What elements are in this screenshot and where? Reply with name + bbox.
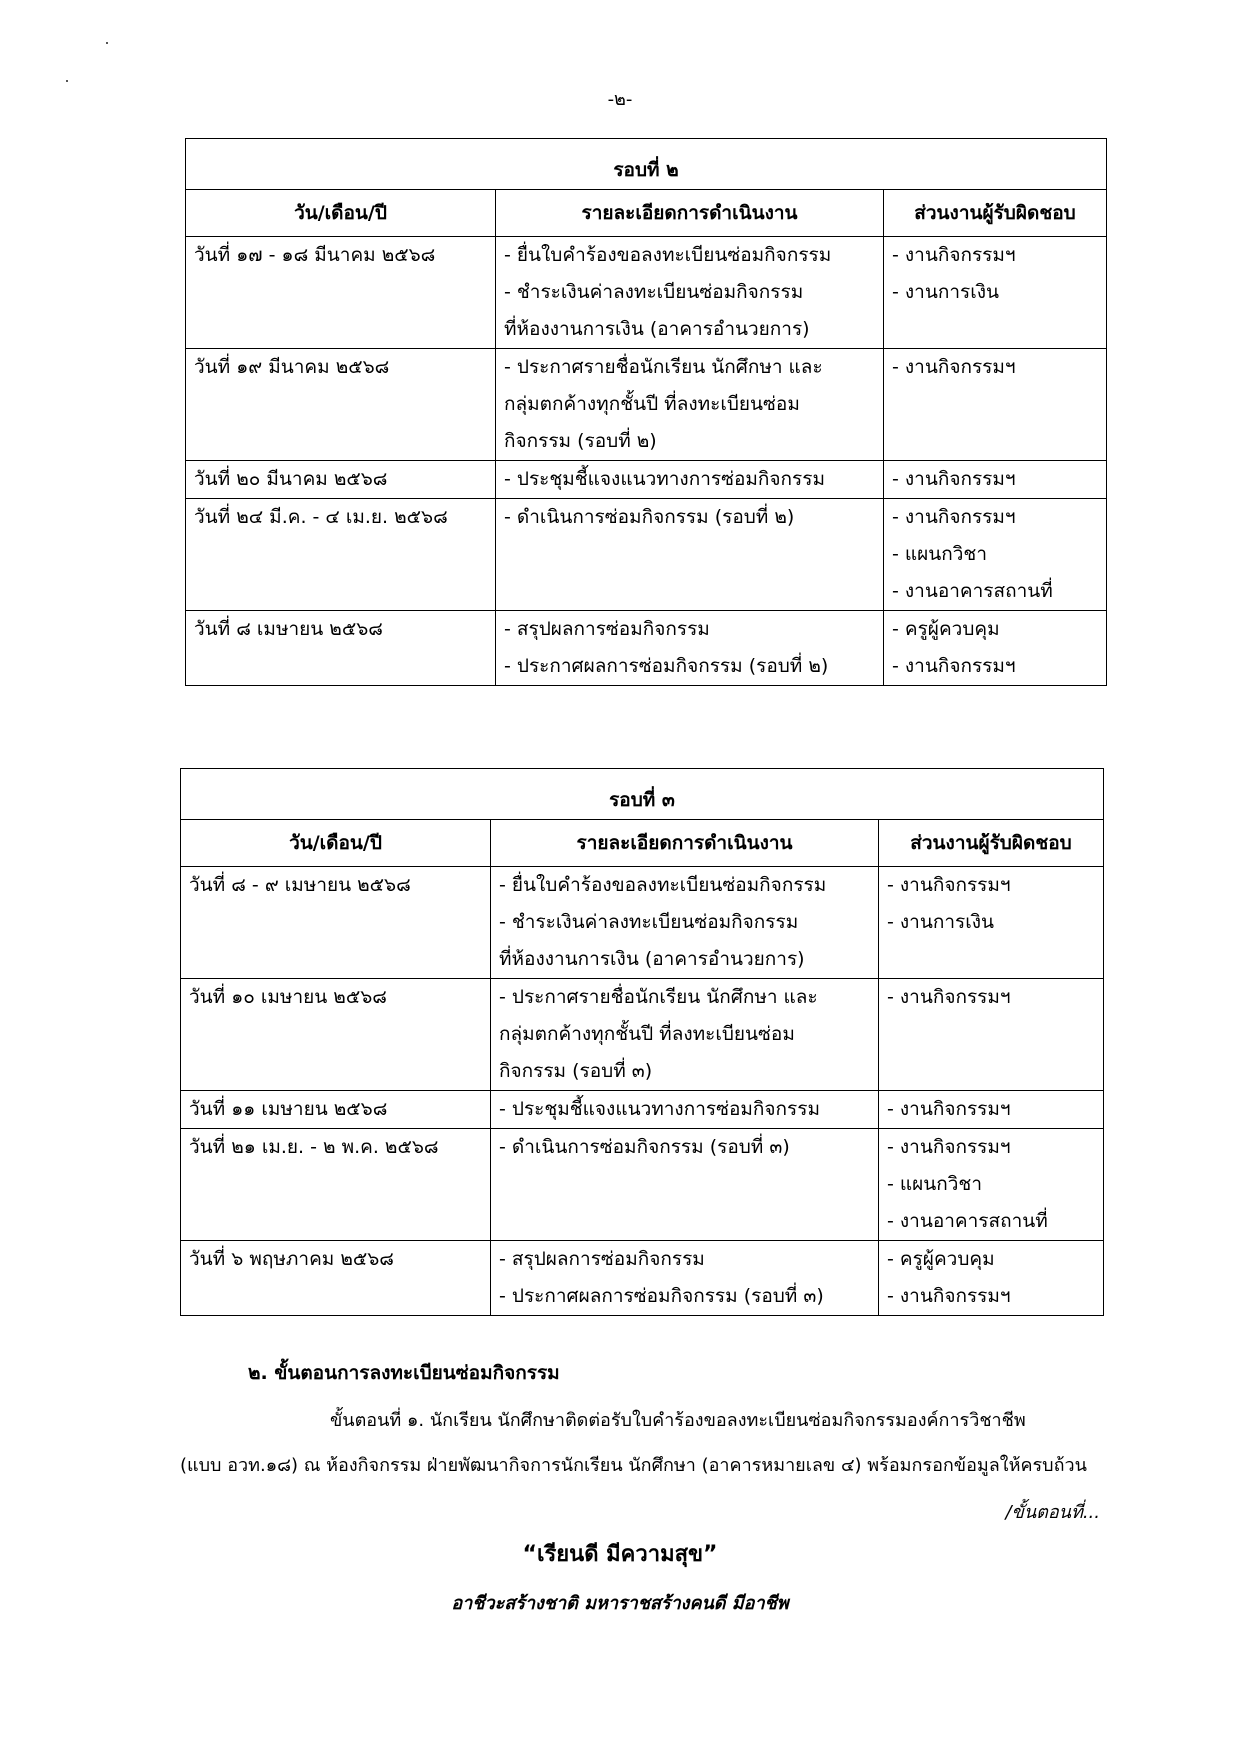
date-cell	[181, 867, 491, 979]
responsible-cell	[879, 1129, 1104, 1241]
date-cell	[186, 461, 496, 499]
cell-line: - ครูผู้ควบคุม	[887, 1248, 995, 1270]
table-row	[181, 1241, 1104, 1316]
date-cell	[181, 979, 491, 1091]
responsible-cell	[884, 499, 1107, 611]
table-body	[186, 237, 1107, 686]
cell-line: กลุ่มตกค้างทุกชั้นปี ที่ลงทะเบียนซ่อม	[499, 1023, 795, 1045]
cell-line: กิจกรรม (รอบที่ ๒)	[504, 430, 657, 452]
column-header-details: รายละเอียดการดำเนินงาน	[496, 190, 884, 237]
cell-line: - ประกาศผลการซ่อมกิจกรรม (รอบที่ ๒)	[504, 655, 829, 677]
cell-line: วันที่ ๒๔ มี.ค. - ๔ เม.ย. ๒๕๖๘	[194, 506, 448, 528]
table-row	[181, 1091, 1104, 1129]
table-row	[186, 349, 1107, 461]
cell-line: - งานอาคารสถานที่	[887, 1210, 1048, 1232]
cell-line: วันที่ ๑๐ เมษายน ๒๕๖๘	[189, 986, 387, 1008]
cell-line: - ยื่นใบคำร้องขอลงทะเบียนซ่อมกิจกรรม	[504, 244, 832, 266]
table-title: รอบที่ ๓	[181, 769, 1104, 820]
responsible-cell	[884, 349, 1107, 461]
cell-line: - ชำระเงินค่าลงทะเบียนซ่อมกิจกรรม	[504, 281, 804, 303]
cell-line: ที่ห้องงานการเงิน (อาคารอำนวยการ)	[499, 948, 805, 970]
paragraph-line: ขั้นตอนที่ ๑. นักเรียน นักศึกษาติดต่อรับใบคำร้องขอลงทะเบียนซ่อมกิจกรรมองค์การวิชาชีพ	[330, 1410, 1026, 1431]
cell-line: - งานกิจกรรมฯ	[892, 356, 1016, 378]
column-header-responsible: ส่วนงานผู้รับผิดชอบ	[879, 820, 1104, 867]
details-cell	[491, 979, 879, 1091]
slogan: อาชีวะสร้างชาติ มหาราชสร้างคนดี มีอาชีพ	[451, 1593, 789, 1614]
cell-line: วันที่ ๒๐ มีนาคม ๒๕๖๘	[194, 468, 388, 490]
details-cell	[491, 1091, 879, 1129]
cell-line: - ประชุมชี้แจงแนวทางการซ่อมกิจกรรม	[504, 468, 825, 490]
date-cell	[181, 1241, 491, 1316]
cell-line: วันที่ ๑๑ เมษายน ๒๕๖๘	[189, 1098, 388, 1120]
cell-line: - งานกิจกรรมฯ	[887, 1285, 1011, 1307]
continuation-note: /ขั้นตอนที่...	[1005, 1502, 1100, 1523]
cell-line: - งานกิจกรรมฯ	[887, 874, 1011, 896]
cell-line: - ประชุมชี้แจงแนวทางการซ่อมกิจกรรม	[499, 1098, 820, 1120]
schedule-table-round-3	[180, 768, 1104, 1316]
cell-line: - งานการเงิน	[892, 281, 999, 303]
table-row	[181, 867, 1104, 979]
table-row	[186, 499, 1107, 611]
table-title: รอบที่ ๒	[186, 139, 1107, 190]
details-cell	[491, 1129, 879, 1241]
details-cell	[496, 611, 884, 686]
cell-line: - ประกาศผลการซ่อมกิจกรรม (รอบที่ ๓)	[499, 1285, 824, 1307]
details-cell	[496, 237, 884, 349]
cell-line: - แผนกวิชา	[887, 1173, 982, 1195]
table-row	[186, 461, 1107, 499]
cell-line: - ดำเนินการซ่อมกิจกรรม (รอบที่ ๒)	[504, 506, 795, 528]
details-cell	[496, 461, 884, 499]
cell-line: - ดำเนินการซ่อมกิจกรรม (รอบที่ ๓)	[499, 1136, 790, 1158]
details-cell	[491, 867, 879, 979]
column-header-date: วัน/เดือน/ปี	[181, 820, 491, 867]
cell-line: - งานกิจกรรมฯ	[892, 655, 1016, 677]
cell-line: วันที่ ๖ พฤษภาคม ๒๕๖๘	[189, 1248, 394, 1270]
responsible-cell	[879, 1241, 1104, 1316]
cell-line: - งานกิจกรรมฯ	[892, 468, 1016, 490]
responsible-cell	[879, 1091, 1104, 1129]
scan-speck	[66, 80, 68, 82]
responsible-cell	[879, 979, 1104, 1091]
cell-line: - สรุปผลการซ่อมกิจกรรม	[499, 1248, 705, 1270]
responsible-cell	[884, 611, 1107, 686]
cell-line: - งานกิจกรรมฯ	[887, 1098, 1011, 1120]
details-cell	[491, 1241, 879, 1316]
cell-line: - งานอาคารสถานที่	[892, 580, 1053, 602]
page-number: -๒-	[607, 89, 633, 110]
cell-line: วันที่ ๘ เมษายน ๒๕๖๘	[194, 618, 383, 640]
cell-line: - ประกาศรายชื่อนักเรียน นักศึกษา และ	[504, 356, 823, 378]
table-row	[181, 1129, 1104, 1241]
table-row	[186, 237, 1107, 349]
cell-line: - ชำระเงินค่าลงทะเบียนซ่อมกิจกรรม	[499, 911, 799, 933]
date-cell	[186, 237, 496, 349]
scan-speck	[106, 42, 108, 44]
motto: “เรียนดี มีความสุข”	[522, 1542, 718, 1567]
cell-line: - งานกิจกรรมฯ	[887, 1136, 1011, 1158]
date-cell	[186, 611, 496, 686]
cell-line: วันที่ ๒๑ เม.ย. - ๒ พ.ค. ๒๕๖๘	[189, 1136, 439, 1158]
cell-line: - สรุปผลการซ่อมกิจกรรม	[504, 618, 710, 640]
responsible-cell	[879, 867, 1104, 979]
cell-line: กลุ่มตกค้างทุกชั้นปี ที่ลงทะเบียนซ่อม	[504, 393, 800, 415]
paragraph-line: (แบบ อวท.๑๘) ณ ห้องกิจกรรม ฝ่ายพัฒนากิจการนักเรียน นักศึกษา (อาคารหมายเลข ๔) พร้อมกรอกข้อมูลให้ครบถ้วน	[180, 1455, 1087, 1476]
table-row	[181, 979, 1104, 1091]
responsible-cell	[884, 461, 1107, 499]
table-row	[186, 611, 1107, 686]
responsible-cell	[884, 237, 1107, 349]
column-header-responsible: ส่วนงานผู้รับผิดชอบ	[884, 190, 1107, 237]
cell-line: ที่ห้องงานการเงิน (อาคารอำนวยการ)	[504, 318, 810, 340]
cell-line: - งานกิจกรรมฯ	[887, 986, 1011, 1008]
details-cell	[496, 499, 884, 611]
cell-line: วันที่ ๑๗ - ๑๘ มีนาคม ๒๕๖๘	[194, 244, 436, 266]
schedule-table-round-2	[185, 138, 1107, 686]
cell-line: - ยื่นใบคำร้องขอลงทะเบียนซ่อมกิจกรรม	[499, 874, 827, 896]
date-cell	[181, 1129, 491, 1241]
cell-line: - งานกิจกรรมฯ	[892, 244, 1016, 266]
section-heading: ๒. ขั้นตอนการลงทะเบียนซ่อมกิจกรรม	[248, 1362, 560, 1384]
cell-line: - แผนกวิชา	[892, 543, 987, 565]
cell-line: - ครูผู้ควบคุม	[892, 618, 1000, 640]
cell-line: - งานการเงิน	[887, 911, 994, 933]
date-cell	[181, 1091, 491, 1129]
cell-line: กิจกรรม (รอบที่ ๓)	[499, 1060, 653, 1082]
cell-line: วันที่ ๑๙ มีนาคม ๒๕๖๘	[194, 356, 390, 378]
details-cell	[496, 349, 884, 461]
cell-line: - ประกาศรายชื่อนักเรียน นักศึกษา และ	[499, 986, 818, 1008]
date-cell	[186, 499, 496, 611]
column-header-details: รายละเอียดการดำเนินงาน	[491, 820, 879, 867]
cell-line: วันที่ ๘ - ๙ เมษายน ๒๕๖๘	[189, 874, 411, 896]
date-cell	[186, 349, 496, 461]
cell-line: - งานกิจกรรมฯ	[892, 506, 1016, 528]
column-header-date: วัน/เดือน/ปี	[186, 190, 496, 237]
table-body	[181, 867, 1104, 1316]
